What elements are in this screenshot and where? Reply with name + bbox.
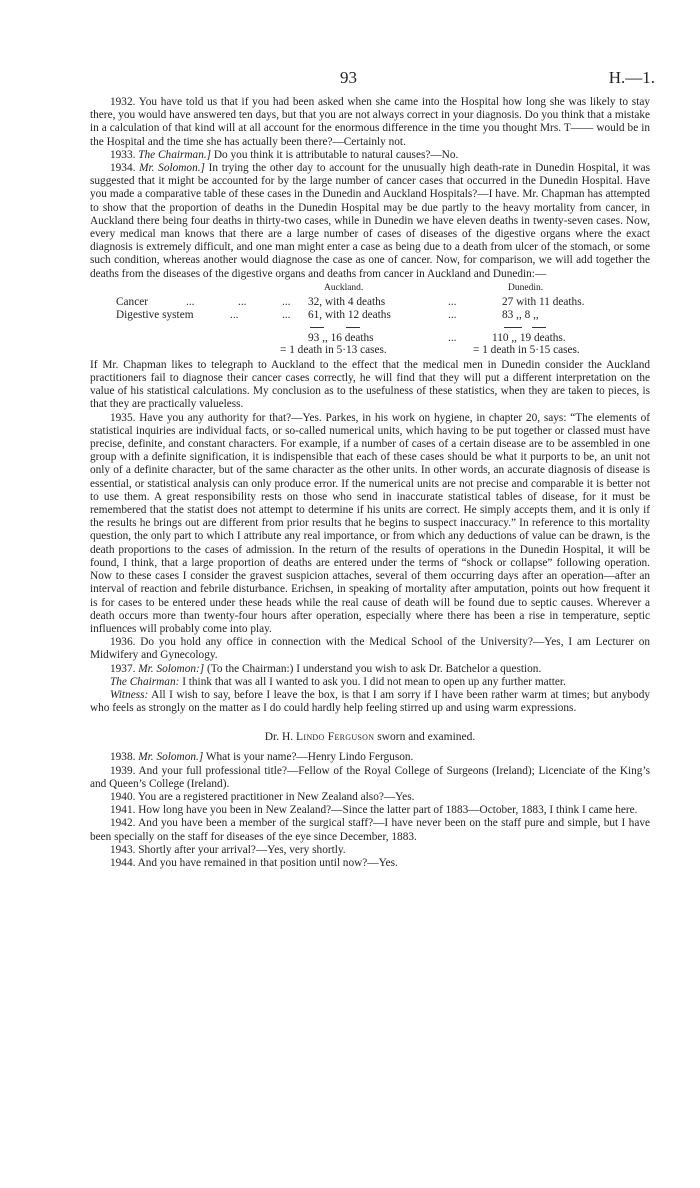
question-1934	[90, 162, 650, 281]
leader-dots: ...	[230, 308, 239, 321]
question-1937	[90, 663, 650, 676]
sum-rule	[532, 327, 546, 328]
row-label-cancer: Cancer	[116, 295, 148, 308]
leader-dots: ...	[448, 295, 457, 308]
total-dunedin: 110 ,, 19 deaths.	[492, 331, 566, 344]
section-heading	[90, 731, 650, 743]
statement-text: I think that was all I wanted to ask you. I did not mean to open up any further matter.	[182, 675, 566, 688]
heading-suffix: sworn and examined.	[377, 731, 476, 744]
leader-dots: ...	[282, 308, 291, 321]
question-text: (To the Chairman:) I understand you wish to ask Dr. Batchelor a question.	[206, 662, 542, 675]
leader-dots: ...	[282, 295, 291, 308]
chairman-statement	[90, 676, 650, 689]
question-1933	[90, 149, 650, 162]
question-1942: 1942. And you have been a member of the surgical staff?—I have never been on the staff pure and simple, but I have been specially on the staff for diseases of the eye since December, 1883.	[90, 817, 650, 843]
heading-prefix: Dr. H.	[264, 731, 294, 744]
speaker: Mr. Solomon.]	[138, 751, 204, 764]
question-text: What is your name?—Henry Lindo Ferguson.	[205, 751, 414, 764]
page-number: 93	[340, 68, 357, 87]
leader-dots: ...	[186, 295, 195, 308]
speaker: The Chairman:	[110, 675, 180, 688]
question-1940: 1940. You are a registered practitioner in New Zealand also?—Yes.	[110, 790, 415, 803]
leader-dots: ...	[448, 331, 457, 344]
question-1938	[90, 751, 650, 764]
question-number: 1933.	[110, 148, 136, 161]
question-text: In trying the other day to account for the unusually high death-rate in Dunedin Hospital, it was suggested that it might be accounted for by the large number of cancer cases that occurred in the Dunedin Hospital. Have you made a comparative table of these cases in the Dunedin and Auckland Hospitals?—I have. Mr. Chapman has attempted to show that the proportion of deaths in the Dunedin Hospital may be due partly to the heavy mortality from cancer, in Auckland there being four deaths in thirty-two cases, while in Dunedin we have eleven deaths in twenty-seven cases. Now, every medical man knows that there are a large number of cases of diseases of the digestive organs where the exact diagnosis is extremely difficult, and one man might enter a case as being due to a death from ulcer of the stomach, or some such condition, whereas another would diagnose the case as one of cancer. Now, for comparison, we will add together the deaths from the diseases of the digestive organs and deaths from cancer in Auckland and Dunedin:—	[90, 162, 650, 280]
speaker: Mr. Solomon.]	[139, 162, 205, 175]
question-1939: 1939. And your full professional title?—Fellow of the Royal College of Surgeons (Ireland); Licenciate of the King’s and Queen’s College (Ireland).	[90, 764, 650, 790]
speaker: Mr. Solomon:]	[138, 662, 205, 675]
column-header-dunedin: Dunedin.	[508, 282, 544, 293]
question-1943: 1943. Shortly after your arrival?—Yes, very shortly.	[110, 843, 346, 856]
question-number: 1937.	[110, 662, 136, 675]
sum-rule	[310, 327, 324, 328]
question-number: 1934.	[110, 162, 136, 175]
leader-dots: ...	[448, 308, 457, 321]
paragraph-after-table: If Mr. Chapman likes to telegraph to Auckland to the effect that the medical men in Dunedin consider the Auckland practitioners fail to diagnose their cancer cases correctly, he will find that they will put a different interpretation on the value of his statistical calculations. My conclusion as to the usefulness of these statistics, when they are taken to pieces, is that they are practically valueless.	[90, 358, 650, 411]
question-1941: 1941. How long have you been in New Zealand?—Since the latter part of 1883—October, 1883, I think I came here.	[110, 804, 638, 817]
question-1932: 1932. You have told us that if you had been asked when she came into the Hospital how long she was likely to stay there, you would have answered ten days, but that you are not always correct in your diagnosis. Do you think that a mistake in a calculation of that kind will at all account for the enormous difference in the time you thought Mrs. T—— would be in the Hospital and the time she has actually been there?—Certainly not.	[90, 96, 650, 148]
cell-auckland-cancer: 32, with 4 deaths	[308, 295, 386, 308]
question-1936: 1936. Do you hold any office in connection with the Medical School of the University?—Yes, I am Lecturer on Midwifery and Gynecology.	[90, 636, 650, 662]
witness-name: Lindo Ferguson	[296, 731, 375, 744]
cell-dunedin-digestive: 83 ,, 8 ,,	[502, 308, 539, 321]
total-auckland: 93 ,, 16 deaths	[308, 331, 374, 344]
cell-dunedin-cancer: 27 with 11 deaths.	[502, 295, 585, 308]
column-header-auckland: Auckland.	[324, 282, 364, 293]
speaker: The Chairman.]	[138, 148, 212, 161]
question-1935: 1935. Have you any authority for that?—Yes. Parkes, in his work on hygiene, in chapter 20, says: “The elements of statistical inquiries are individual facts, or so-called numerical units, which having to be put together or classed must have precise, definite, and constant characters. For example, if a number of cases of a certain disease are to be assembled in one group with a definite signification, it is indispensible that each of these cases should be what it purports to be, an unit not only of a definite character, but of the same character as the other units. In other words, an accurate diagnosis of disease is essential, or statistical analysis can only produce error. If the numerical units are not precise and comparable it is better not to use them. A great responsibility rests on those who send in inaccurate statistical tables of disease, for it must be remembered that the statist does not attempt to determine if his units are correct. He simply accepts them, and it is only if the results he brings out are different from prior results that he begins to suspect inaccuracy.” In reference to this mortality question, the only part to which I attribute any real importance, or from which any deductions of value can be drawn, is the death proportions to the cases of admission. In the return of the results of operations in the Dunedin Hospital, it will be found, I think, that a large proportion of deaths are entered under the terms of “shock or collapse” following operation. Now to these cases I consider the gravest suspicion attaches, several of them occurring days after an operation—after an interval of reaction and febrile disturbance. Erichsen, in speaking of mortality after amputation, points out how frequent it is for cases to be entered under these heads while the real cause of death will be found due to septic causes. Wherever a death occurs more than twenty-four hours after operation, especially where there has been a rise in temperature, septic influences will probably come into play.	[90, 411, 650, 635]
leader-dots: ...	[238, 295, 247, 308]
document-page	[90, 62, 655, 870]
question-number: 1938.	[110, 751, 136, 764]
ratio-dunedin: = 1 death in 5·15 cases.	[473, 343, 580, 356]
witness-statement	[90, 689, 650, 715]
speaker: Witness:	[110, 688, 149, 701]
question-text: Do you think it is attributable to natural causes?—No.	[213, 148, 459, 161]
statement-text: All I wish to say, before I leave the box, is that I am sorry if I have been rather warm at times; but anybody who feels as strongly on the matter as I do could hardly help feeling stirred up and using warm expressions.	[90, 688, 650, 715]
row-label-digestive: Digestive system	[116, 308, 194, 321]
mortality-comparison-table	[90, 283, 650, 359]
sum-rule	[346, 327, 360, 328]
cell-auckland-digestive: 61, with 12 deaths	[308, 308, 391, 321]
sum-rule	[504, 327, 522, 328]
page-header	[90, 62, 655, 96]
question-1944: 1944. And you have remained in that position until now?—Yes.	[110, 856, 398, 869]
document-reference: H.—1.	[608, 68, 655, 87]
ratio-auckland: = 1 death in 5·13 cases.	[280, 343, 387, 356]
